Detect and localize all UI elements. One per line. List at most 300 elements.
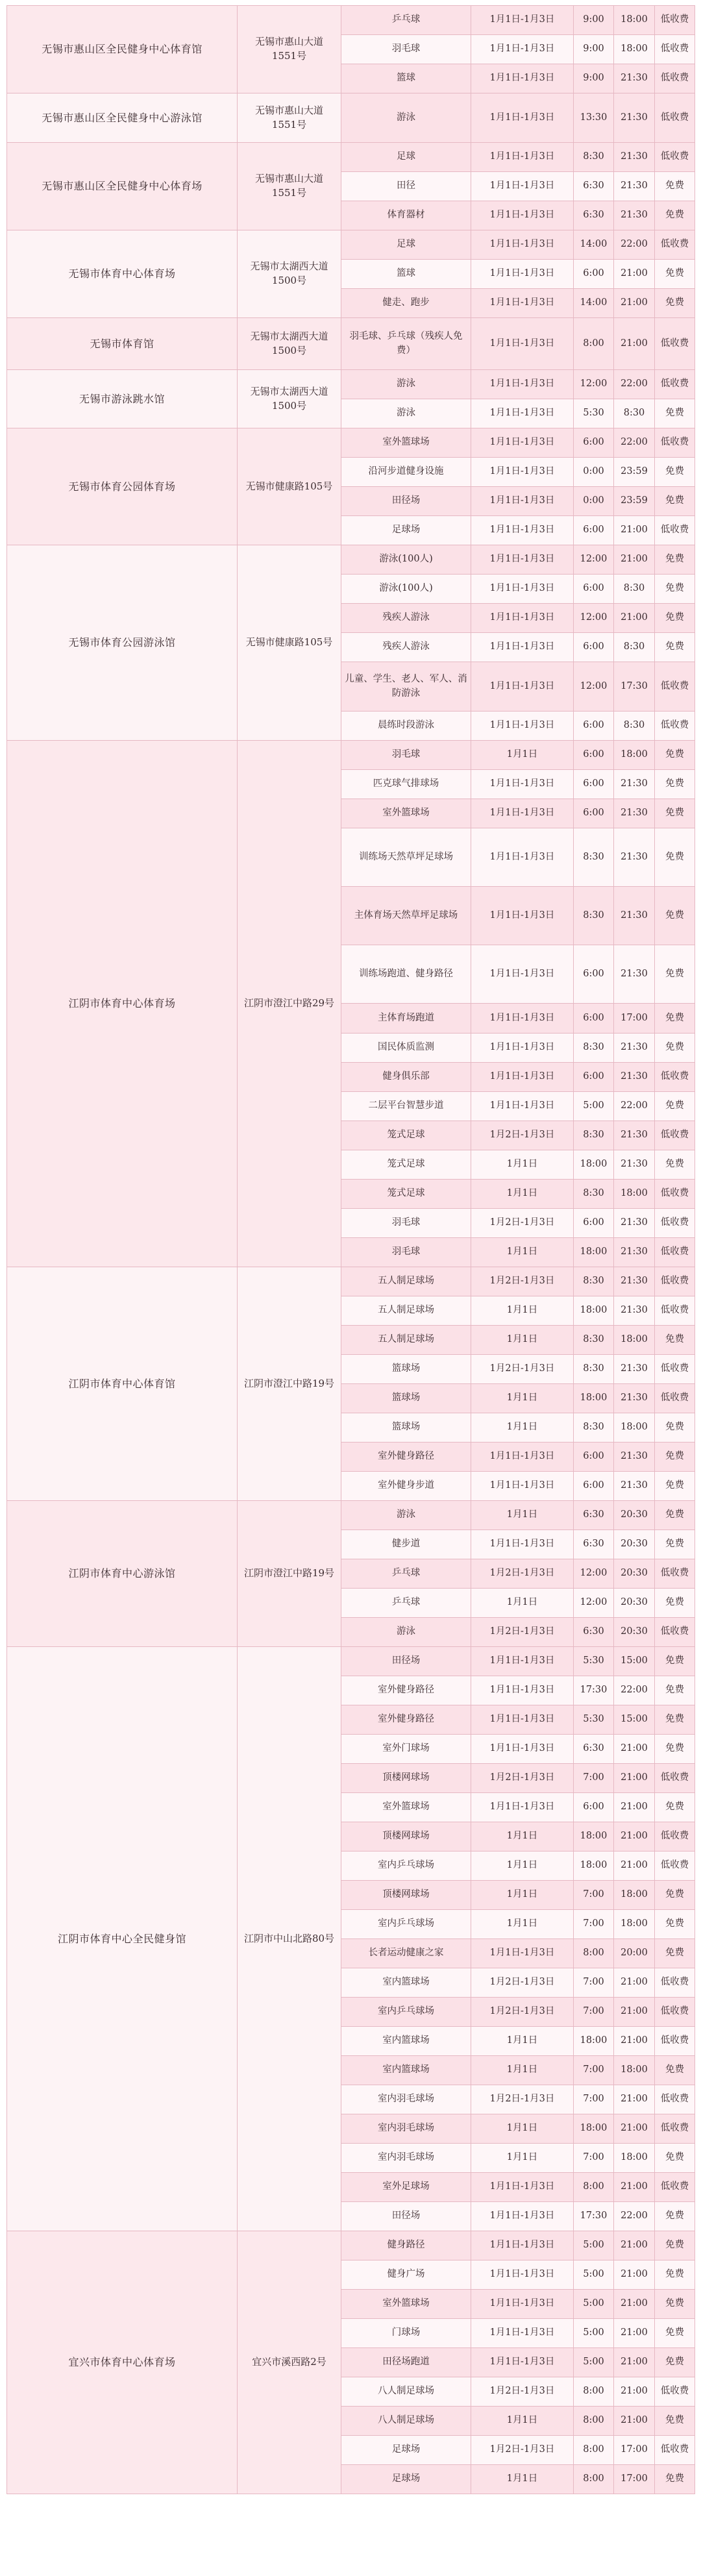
- date-range-cell: 1月2日-1月3日: [471, 1121, 574, 1150]
- date-range-cell: 1月1日-1月3日: [471, 318, 574, 370]
- date-range-cell: 1月1日-1月3日: [471, 516, 574, 545]
- open-time-cell: 0:00: [574, 458, 614, 487]
- fee-type-cell: 免费: [655, 2144, 695, 2173]
- date-range-cell: 1月1日: [471, 2056, 574, 2085]
- open-time-cell: 7:00: [574, 1881, 614, 1910]
- open-time-cell: 7:00: [574, 1998, 614, 2027]
- fee-type-cell: 低收费: [655, 1063, 695, 1092]
- open-time-cell: 18:00: [574, 1384, 614, 1413]
- table-row: [7, 6, 695, 35]
- date-range-cell: 1月1日: [471, 1150, 574, 1180]
- date-range-cell: 1月1日: [471, 1589, 574, 1618]
- open-time-cell: 5:00: [574, 2231, 614, 2260]
- close-time-cell: 18:00: [614, 1881, 655, 1910]
- close-time-cell: 21:30: [614, 93, 655, 143]
- open-time-cell: 8:30: [574, 1326, 614, 1355]
- facility-cell: 游泳(100人): [341, 575, 471, 604]
- close-time-cell: 8:30: [614, 712, 655, 741]
- fee-type-cell: 低收费: [655, 1267, 695, 1296]
- close-time-cell: 22:00: [614, 1092, 655, 1121]
- fee-type-cell: 低收费: [655, 1852, 695, 1881]
- close-time-cell: 20:30: [614, 1559, 655, 1589]
- date-range-cell: 1月1日: [471, 2027, 574, 2056]
- facility-cell: 篮球: [341, 260, 471, 289]
- open-time-cell: 6:00: [574, 945, 614, 1004]
- fee-type-cell: 免费: [655, 201, 695, 230]
- date-range-cell: 1月2日-1月3日: [471, 1998, 574, 2027]
- venue-address-cell: 无锡市惠山大道1551号: [238, 6, 341, 93]
- close-time-cell: 21:00: [614, 2407, 655, 2436]
- open-time-cell: 18:00: [574, 2114, 614, 2144]
- fee-type-cell: 免费: [655, 828, 695, 887]
- fee-type-cell: 免费: [655, 458, 695, 487]
- facility-cell: 室外健身路径: [341, 1705, 471, 1735]
- fee-type-cell: 免费: [655, 1735, 695, 1764]
- close-time-cell: 21:30: [614, 1209, 655, 1238]
- close-time-cell: 17:00: [614, 2436, 655, 2465]
- fee-type-cell: 免费: [655, 1676, 695, 1705]
- table-row: [7, 93, 695, 143]
- open-time-cell: 8:30: [574, 1121, 614, 1150]
- open-time-cell: 5:00: [574, 1092, 614, 1121]
- venue-address-cell: 无锡市健康路105号: [238, 428, 341, 545]
- open-time-cell: 8:00: [574, 2173, 614, 2202]
- close-time-cell: 17:00: [614, 1004, 655, 1034]
- date-range-cell: 1月1日-1月3日: [471, 2202, 574, 2231]
- fee-type-cell: 免费: [655, 1150, 695, 1180]
- open-time-cell: 6:30: [574, 201, 614, 230]
- open-time-cell: 7:00: [574, 2144, 614, 2173]
- fee-type-cell: 免费: [655, 289, 695, 318]
- date-range-cell: 1月1日-1月3日: [471, 1004, 574, 1034]
- date-range-cell: 1月1日-1月3日: [471, 399, 574, 428]
- fee-type-cell: 免费: [655, 1939, 695, 1968]
- fee-type-cell: 免费: [655, 2407, 695, 2436]
- facility-cell: 健身路径: [341, 2231, 471, 2260]
- date-range-cell: 1月2日-1月3日: [471, 2377, 574, 2407]
- close-time-cell: 21:00: [614, 2114, 655, 2144]
- open-time-cell: 8:00: [574, 2407, 614, 2436]
- date-range-cell: 1月1日-1月3日: [471, 799, 574, 828]
- fee-type-cell: 免费: [655, 2290, 695, 2319]
- close-time-cell: 21:00: [614, 2377, 655, 2407]
- close-time-cell: 21:00: [614, 2027, 655, 2056]
- fee-type-cell: 低收费: [655, 1355, 695, 1384]
- venue-name-cell: 江阴市体育中心全民健身馆: [7, 1647, 238, 2231]
- fee-type-cell: 免费: [655, 1589, 695, 1618]
- close-time-cell: 18:00: [614, 1326, 655, 1355]
- fee-type-cell: 低收费: [655, 1384, 695, 1413]
- fee-type-cell: 低收费: [655, 143, 695, 172]
- open-time-cell: 17:30: [574, 2202, 614, 2231]
- date-range-cell: 1月1日-1月3日: [471, 1443, 574, 1472]
- facility-cell: 游泳: [341, 1501, 471, 1530]
- venue-name-cell: 无锡市体育中心体育场: [7, 230, 238, 318]
- date-range-cell: 1月2日-1月3日: [471, 1618, 574, 1647]
- facility-cell: 晨练时段游泳: [341, 712, 471, 741]
- close-time-cell: 22:00: [614, 1676, 655, 1705]
- date-range-cell: 1月1日-1月3日: [471, 2319, 574, 2348]
- fee-type-cell: 免费: [655, 1472, 695, 1501]
- facility-cell: 田径场: [341, 487, 471, 516]
- table-row: [7, 370, 695, 399]
- facility-cell: 主体育场天然草坪足球场: [341, 887, 471, 945]
- close-time-cell: 21:00: [614, 2085, 655, 2114]
- venue-schedule-table: [6, 5, 695, 2494]
- open-time-cell: 8:00: [574, 1939, 614, 1968]
- facility-cell: 五人制足球场: [341, 1326, 471, 1355]
- schedule-table-body: [7, 6, 695, 2494]
- close-time-cell: 21:00: [614, 2173, 655, 2202]
- open-time-cell: 6:00: [574, 1793, 614, 1822]
- facility-cell: 国民体质监测: [341, 1034, 471, 1063]
- fee-type-cell: 免费: [655, 1705, 695, 1735]
- open-time-cell: 7:00: [574, 2056, 614, 2085]
- close-time-cell: 21:30: [614, 1034, 655, 1063]
- facility-cell: 田径场: [341, 2202, 471, 2231]
- open-time-cell: 7:00: [574, 2085, 614, 2114]
- close-time-cell: 21:30: [614, 1384, 655, 1413]
- facility-cell: 门球场: [341, 2319, 471, 2348]
- venue-name-cell: 无锡市体育馆: [7, 318, 238, 370]
- open-time-cell: 6:00: [574, 575, 614, 604]
- facility-cell: 五人制足球场: [341, 1267, 471, 1296]
- date-range-cell: 1月1日-1月3日: [471, 6, 574, 35]
- fee-type-cell: 免费: [655, 604, 695, 633]
- fee-type-cell: 低收费: [655, 1209, 695, 1238]
- fee-type-cell: 免费: [655, 770, 695, 799]
- facility-cell: 室内羽毛球场: [341, 2085, 471, 2114]
- facility-cell: 田径场跑道: [341, 2348, 471, 2377]
- fee-type-cell: 免费: [655, 1881, 695, 1910]
- date-range-cell: 1月1日-1月3日: [471, 428, 574, 458]
- close-time-cell: 17:30: [614, 662, 655, 712]
- facility-cell: 游泳: [341, 93, 471, 143]
- fee-type-cell: 免费: [655, 2231, 695, 2260]
- facility-cell: 游泳(100人): [341, 545, 471, 575]
- fee-type-cell: 免费: [655, 1793, 695, 1822]
- facility-cell: 室外篮球场: [341, 1793, 471, 1822]
- fee-type-cell: 低收费: [655, 1180, 695, 1209]
- date-range-cell: 1月1日: [471, 2144, 574, 2173]
- open-time-cell: 5:30: [574, 399, 614, 428]
- facility-cell: 室外篮球场: [341, 799, 471, 828]
- fee-type-cell: 免费: [655, 1004, 695, 1034]
- fee-type-cell: 低收费: [655, 2173, 695, 2202]
- close-time-cell: 21:30: [614, 1121, 655, 1150]
- close-time-cell: 21:30: [614, 770, 655, 799]
- close-time-cell: 21:30: [614, 1238, 655, 1267]
- facility-cell: 笼式足球: [341, 1180, 471, 1209]
- close-time-cell: 21:30: [614, 1443, 655, 1472]
- table-row: [7, 545, 695, 575]
- close-time-cell: 21:00: [614, 289, 655, 318]
- open-time-cell: 18:00: [574, 1852, 614, 1881]
- close-time-cell: 21:00: [614, 260, 655, 289]
- open-time-cell: 8:00: [574, 2465, 614, 2494]
- facility-cell: 残疾人游泳: [341, 604, 471, 633]
- date-range-cell: 1月1日-1月3日: [471, 64, 574, 93]
- venue-name-cell: 江阴市体育中心体育场: [7, 741, 238, 1267]
- facility-cell: 室外足球场: [341, 2173, 471, 2202]
- close-time-cell: 21:30: [614, 1472, 655, 1501]
- venue-name-cell: 无锡市游泳跳水馆: [7, 370, 238, 428]
- facility-cell: 匹克球气排球场: [341, 770, 471, 799]
- facility-cell: 室内篮球场: [341, 2027, 471, 2056]
- venue-name-cell: 无锡市惠山区全民健身中心体育馆: [7, 6, 238, 93]
- venue-address-cell: 无锡市太湖西大道1500号: [238, 370, 341, 428]
- fee-type-cell: 低收费: [655, 35, 695, 64]
- facility-cell: 室外健身路径: [341, 1443, 471, 1472]
- fee-type-cell: 低收费: [655, 2377, 695, 2407]
- close-time-cell: 18:00: [614, 741, 655, 770]
- venue-name-cell: 无锡市体育公园体育场: [7, 428, 238, 545]
- table-row: [7, 2231, 695, 2260]
- open-time-cell: 8:30: [574, 887, 614, 945]
- open-time-cell: 6:00: [574, 770, 614, 799]
- date-range-cell: 1月1日-1月3日: [471, 1472, 574, 1501]
- close-time-cell: 8:30: [614, 399, 655, 428]
- fee-type-cell: 免费: [655, 2465, 695, 2494]
- open-time-cell: 6:00: [574, 633, 614, 662]
- date-range-cell: 1月1日: [471, 2465, 574, 2494]
- open-time-cell: 8:30: [574, 1180, 614, 1209]
- venue-name-cell: 江阴市体育中心体育馆: [7, 1267, 238, 1501]
- close-time-cell: 21:00: [614, 604, 655, 633]
- date-range-cell: 1月1日: [471, 1238, 574, 1267]
- date-range-cell: 1月1日-1月3日: [471, 93, 574, 143]
- date-range-cell: 1月1日-1月3日: [471, 143, 574, 172]
- fee-type-cell: 免费: [655, 260, 695, 289]
- fee-type-cell: 低收费: [655, 230, 695, 260]
- open-time-cell: 8:30: [574, 143, 614, 172]
- table-row: [7, 230, 695, 260]
- venue-address-cell: 江阴市澄江中路19号: [238, 1267, 341, 1501]
- open-time-cell: 9:00: [574, 35, 614, 64]
- fee-type-cell: 低收费: [655, 1764, 695, 1793]
- venue-address-cell: 无锡市健康路105号: [238, 545, 341, 741]
- facility-cell: 羽毛球: [341, 35, 471, 64]
- venue-address-cell: 江阴市澄江中路29号: [238, 741, 341, 1267]
- facility-cell: 篮球场: [341, 1413, 471, 1443]
- close-time-cell: 21:00: [614, 1735, 655, 1764]
- venue-address-cell: 江阴市中山北路80号: [238, 1647, 341, 2231]
- venue-name-cell: 宜兴市体育中心体育场: [7, 2231, 238, 2494]
- date-range-cell: 1月1日-1月3日: [471, 1705, 574, 1735]
- fee-type-cell: 免费: [655, 1326, 695, 1355]
- date-range-cell: 1月1日-1月3日: [471, 260, 574, 289]
- open-time-cell: 6:30: [574, 1501, 614, 1530]
- open-time-cell: 6:00: [574, 1443, 614, 1472]
- date-range-cell: 1月1日-1月3日: [471, 1092, 574, 1121]
- facility-cell: 羽毛球、乒乓球（残疾人免费）: [341, 318, 471, 370]
- date-range-cell: 1月1日-1月3日: [471, 201, 574, 230]
- venue-address-cell: 无锡市惠山大道1551号: [238, 143, 341, 230]
- open-time-cell: 6:00: [574, 1004, 614, 1034]
- date-range-cell: 1月1日: [471, 2407, 574, 2436]
- close-time-cell: 18:00: [614, 1413, 655, 1443]
- facility-cell: 足球场: [341, 2465, 471, 2494]
- close-time-cell: 23:59: [614, 458, 655, 487]
- fee-type-cell: 低收费: [655, 1238, 695, 1267]
- close-time-cell: 21:00: [614, 1968, 655, 1998]
- date-range-cell: 1月2日-1月3日: [471, 2085, 574, 2114]
- open-time-cell: 18:00: [574, 2027, 614, 2056]
- open-time-cell: 6:30: [574, 172, 614, 201]
- open-time-cell: 14:00: [574, 230, 614, 260]
- facility-cell: 室外健身步道: [341, 1472, 471, 1501]
- close-time-cell: 21:30: [614, 1063, 655, 1092]
- date-range-cell: 1月1日-1月3日: [471, 633, 574, 662]
- table-row: [7, 1501, 695, 1530]
- date-range-cell: 1月1日-1月3日: [471, 662, 574, 712]
- fee-type-cell: 免费: [655, 1413, 695, 1443]
- close-time-cell: 21:00: [614, 2290, 655, 2319]
- open-time-cell: 5:00: [574, 2290, 614, 2319]
- close-time-cell: 17:00: [614, 2465, 655, 2494]
- close-time-cell: 21:00: [614, 2319, 655, 2348]
- open-time-cell: 18:00: [574, 1296, 614, 1326]
- facility-cell: 足球场: [341, 2436, 471, 2465]
- open-time-cell: 12:00: [574, 1559, 614, 1589]
- date-range-cell: 1月1日: [471, 741, 574, 770]
- date-range-cell: 1月1日-1月3日: [471, 1647, 574, 1676]
- facility-cell: 游泳: [341, 370, 471, 399]
- close-time-cell: 20:30: [614, 1589, 655, 1618]
- facility-cell: 笼式足球: [341, 1150, 471, 1180]
- facility-cell: 体育器材: [341, 201, 471, 230]
- venue-name-cell: 江阴市体育中心游泳馆: [7, 1501, 238, 1647]
- facility-cell: 二层平台智慧步道: [341, 1092, 471, 1121]
- open-time-cell: 6:30: [574, 1530, 614, 1559]
- facility-cell: 篮球场: [341, 1384, 471, 1413]
- facility-cell: 室内乒乓球场: [341, 1998, 471, 2027]
- fee-type-cell: 低收费: [655, 318, 695, 370]
- date-range-cell: 1月2日-1月3日: [471, 1764, 574, 1793]
- fee-type-cell: 免费: [655, 2348, 695, 2377]
- close-time-cell: 18:00: [614, 2056, 655, 2085]
- date-range-cell: 1月1日-1月3日: [471, 1034, 574, 1063]
- close-time-cell: 15:00: [614, 1647, 655, 1676]
- date-range-cell: 1月1日-1月3日: [471, 2260, 574, 2290]
- fee-type-cell: 低收费: [655, 1822, 695, 1852]
- open-time-cell: 7:00: [574, 1968, 614, 1998]
- fee-type-cell: 低收费: [655, 1968, 695, 1998]
- date-range-cell: 1月1日-1月3日: [471, 1939, 574, 1968]
- fee-type-cell: 低收费: [655, 1296, 695, 1326]
- fee-type-cell: 免费: [655, 1501, 695, 1530]
- facility-cell: 八人制足球场: [341, 2407, 471, 2436]
- close-time-cell: 8:30: [614, 633, 655, 662]
- close-time-cell: 21:00: [614, 1998, 655, 2027]
- fee-type-cell: 免费: [655, 399, 695, 428]
- date-range-cell: 1月1日: [471, 1501, 574, 1530]
- fee-type-cell: 低收费: [655, 370, 695, 399]
- fee-type-cell: 低收费: [655, 1998, 695, 2027]
- fee-type-cell: 免费: [655, 545, 695, 575]
- fee-type-cell: 免费: [655, 741, 695, 770]
- facility-cell: 顶楼网球场: [341, 1881, 471, 1910]
- open-time-cell: 18:00: [574, 1238, 614, 1267]
- close-time-cell: 21:00: [614, 1793, 655, 1822]
- facility-cell: 室外健身路径: [341, 1676, 471, 1705]
- open-time-cell: 6:00: [574, 428, 614, 458]
- facility-cell: 室内乒乓球场: [341, 1852, 471, 1881]
- date-range-cell: 1月1日: [471, 1822, 574, 1852]
- date-range-cell: 1月1日-1月3日: [471, 289, 574, 318]
- fee-type-cell: 低收费: [655, 1559, 695, 1589]
- date-range-cell: 1月1日-1月3日: [471, 230, 574, 260]
- open-time-cell: 6:00: [574, 712, 614, 741]
- table-row: [7, 143, 695, 172]
- date-range-cell: 1月1日-1月3日: [471, 1676, 574, 1705]
- open-time-cell: 8:30: [574, 1355, 614, 1384]
- date-range-cell: 1月1日: [471, 1384, 574, 1413]
- facility-cell: 室内乒乓球场: [341, 1910, 471, 1939]
- venue-name-cell: 无锡市体育公园游泳馆: [7, 545, 238, 741]
- fee-type-cell: 低收费: [655, 2114, 695, 2144]
- date-range-cell: 1月2日-1月3日: [471, 2436, 574, 2465]
- facility-cell: 田径: [341, 172, 471, 201]
- close-time-cell: 21:30: [614, 1150, 655, 1180]
- date-range-cell: 1月1日-1月3日: [471, 1530, 574, 1559]
- fee-type-cell: 免费: [655, 1910, 695, 1939]
- open-time-cell: 5:00: [574, 2260, 614, 2290]
- facility-cell: 五人制足球场: [341, 1296, 471, 1326]
- fee-type-cell: 免费: [655, 945, 695, 1004]
- facility-cell: 训练场天然草坪足球场: [341, 828, 471, 887]
- venue-address-cell: 无锡市太湖西大道1500号: [238, 230, 341, 318]
- date-range-cell: 1月1日-1月3日: [471, 887, 574, 945]
- open-time-cell: 0:00: [574, 487, 614, 516]
- facility-cell: 室内篮球场: [341, 2056, 471, 2085]
- fee-type-cell: 免费: [655, 1530, 695, 1559]
- facility-cell: 残疾人游泳: [341, 633, 471, 662]
- fee-type-cell: 低收费: [655, 93, 695, 143]
- open-time-cell: 8:00: [574, 2377, 614, 2407]
- facility-cell: 室外门球场: [341, 1735, 471, 1764]
- close-time-cell: 21:00: [614, 1822, 655, 1852]
- facility-cell: 健身广场: [341, 2260, 471, 2290]
- fee-type-cell: 免费: [655, 887, 695, 945]
- open-time-cell: 12:00: [574, 370, 614, 399]
- fee-type-cell: 免费: [655, 799, 695, 828]
- fee-type-cell: 低收费: [655, 1618, 695, 1647]
- table-row: [7, 741, 695, 770]
- date-range-cell: 1月2日-1月3日: [471, 1559, 574, 1589]
- close-time-cell: 22:00: [614, 2202, 655, 2231]
- close-time-cell: 20:00: [614, 1939, 655, 1968]
- date-range-cell: 1月1日: [471, 1413, 574, 1443]
- date-range-cell: 1月1日: [471, 1910, 574, 1939]
- fee-type-cell: 免费: [655, 2260, 695, 2290]
- open-time-cell: 12:00: [574, 604, 614, 633]
- date-range-cell: 1月1日-1月3日: [471, 2173, 574, 2202]
- open-time-cell: 6:30: [574, 1735, 614, 1764]
- open-time-cell: 7:00: [574, 1764, 614, 1793]
- facility-cell: 足球: [341, 230, 471, 260]
- fee-type-cell: 免费: [655, 1034, 695, 1063]
- close-time-cell: 22:00: [614, 370, 655, 399]
- close-time-cell: 21:30: [614, 945, 655, 1004]
- open-time-cell: 6:00: [574, 1063, 614, 1092]
- facility-cell: 沿河步道健身设施: [341, 458, 471, 487]
- fee-type-cell: 低收费: [655, 2436, 695, 2465]
- facility-cell: 长者运动健康之家: [341, 1939, 471, 1968]
- fee-type-cell: 免费: [655, 575, 695, 604]
- date-range-cell: 1月2日-1月3日: [471, 1209, 574, 1238]
- date-range-cell: 1月1日-1月3日: [471, 2290, 574, 2319]
